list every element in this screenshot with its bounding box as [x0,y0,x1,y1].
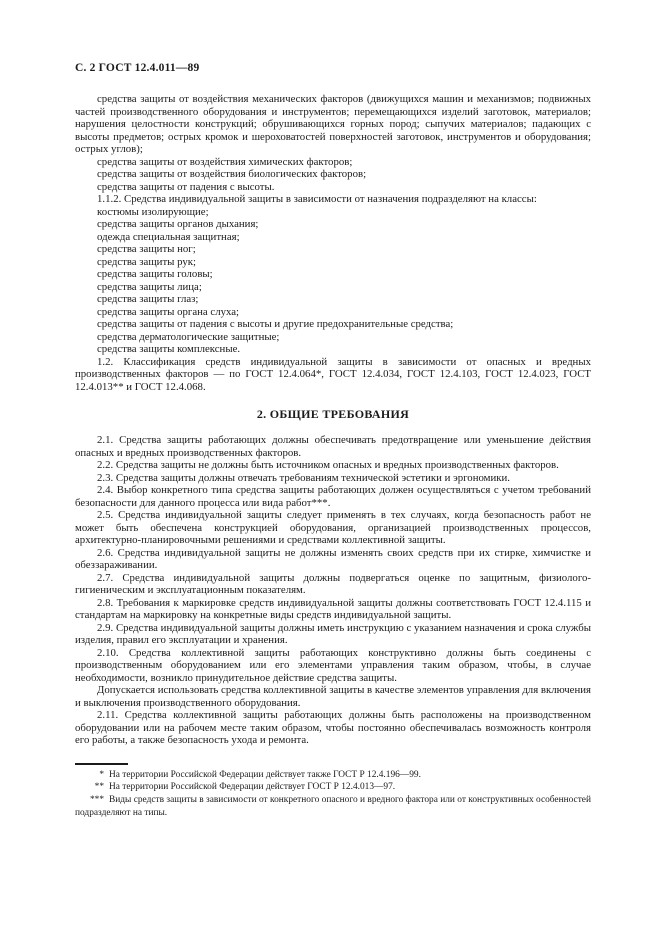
paragraph-mechanical-factors: средства защиты от воздействия механических факторов (движущихся машин и механизмов; подвижных частей производственного оборудования и инструментов; перемещающихся изделий заготовок, материалов; нарушения целостности конструкций; обрушивающихся горных пород; сыпучих материалов; падающих с высоты предметов; острых кромок и шероховатостей поверхностей заготовок, инструментов и оборудования; острых углов); [75,93,591,155]
section-heading: 2. ОБЩИЕ ТРЕБОВАНИЯ [256,407,410,421]
list-item-class: средства защиты глаз; [97,293,199,305]
footnote-3-marker: *** [89,795,104,806]
list-item-factor: средства защиты от падения с высоты. [97,180,275,193]
footnote-3 [75,794,591,820]
list-item-class: средства защиты головы; [97,268,213,280]
list-item-class: средства защиты органа слуха; [97,305,240,318]
footnote-divider [75,763,128,765]
clause-2-8: 2.8. Требования к маркировке средств индивидуальной защиты должны соответствовать ГОСТ 12.4.115 и стандартам на маркировку на конкретные виды средств индивидуальной защиты. [75,596,591,621]
list-item-factor: средства защиты от воздействия химических факторов; [97,155,353,168]
clause-2-10: 2.10. Средства коллективной защиты работающих конструктивно должны быть соединены с производственным оборудованием или его элементами управления таким образом, чтобы, в случае необходимости, возникло принудительное действие средства защиты. [75,646,591,684]
footnotes [75,763,591,820]
list-item-class: средства защиты от падения с высоты и другие предохранительные средства; [97,318,454,330]
clause-2-4: 2.4. Выбор конкретного типа средства защиты работающих должен осуществляться с учетом требований безопасности для данного процесса или вида работ***. [75,484,591,509]
clause-2-6: 2.6. Средства индивидуальной защиты не должны изменять своих средств при их стирке, химчистке и обеззараживании. [75,546,591,571]
clause-2-10-note: Допускается использовать средства коллективной защиты в качестве элементов управления для включения и выключения производственного оборудования. [75,684,591,709]
list-item-class: средства защиты рук; [97,255,197,268]
footnote-2 [75,781,591,794]
clause-1-1-2: 1.1.2. Средства индивидуальной защиты в зависимости от назначения подразделяют на классы: [97,193,537,205]
document-content [75,62,591,820]
footnote-2-marker: ** [94,782,104,793]
clause-2-5: 2.5. Средства индивидуальной защиты следует применять в тех случаях, когда безопасность работ не может быть обеспечена конструкцией оборудования, организацией производственных процессов, архитектурно-планировочными решениями и средствами коллективной защиты. [75,509,591,546]
clause-2-9: 2.9. Средства индивидуальной защиты должны иметь инструкцию с указанием назначения и срока службы изделия, правил его эксплуатации и хранения. [75,621,591,646]
list-item-class: средства защиты ног; [97,243,196,255]
page-header: С. 2 ГОСТ 12.4.011—89 [75,62,200,74]
clause-1-2: 1.2. Классификация средств индивидуальной защиты в зависимости от опасных и вредных производственных факторов — по ГОСТ 12.4.064*, ГОСТ 12.4.034, ГОСТ 12.4.103, ГОСТ 12.4.023, ГОСТ 12.4.013** и ГОСТ 12.4.068. [75,355,591,393]
footnote-1-marker: * [99,769,104,780]
list-item-class: костюмы изолирующие; [97,205,209,218]
list-item-class: средства дерматологические защитные; [97,330,280,343]
list-item-factor: средства защиты от воздействия биологических факторов; [97,168,367,180]
clause-2-11: 2.11. Средства коллективной защиты работающих должны быть расположены на производственном оборудовании или на рабочем месте таким образом, чтобы постоянно обеспечивалась возможность контроля его работы, а также безопасность ухода и ремонта. [75,709,591,746]
clause-2-3: 2.3. Средства защиты должны отвечать требованиям технической эстетики и эргономики. [97,471,511,484]
footnote-2-text: На территории Российской Федерации действует ГОСТ Р 12.4.013—97. [109,782,396,793]
footnote-1-text: На территории Российской Федерации действует также ГОСТ Р 12.4.196—99. [109,769,421,780]
footnote-3-text: Виды средств защиты в зависимости от конкретного опасного и вредного фактора или от конструктивных особенностей подразделяют на типы. [75,795,591,818]
list-item-class: средства защиты лица; [97,280,202,293]
clause-2-1: 2.1. Средства защиты работающих должны обеспечивать предотвращение или уменьшение действия опасных и вредных производственных факторов. [75,434,591,459]
footnote-1 [75,769,591,782]
clause-2-2: 2.2. Средства защиты не должны быть источником опасных и вредных производственных факторов. [97,459,559,471]
list-item-class: одежда специальная защитная; [97,230,240,243]
clause-2-7: 2.7. Средства индивидуальной защиты должны подвергаться оценке по защитным, физиолого-гигиеническим и эксплуатационным показателям. [75,571,591,596]
list-item-class: средства защиты комплексные. [97,343,241,355]
list-item-class: средства защиты органов дыхания; [97,218,259,230]
